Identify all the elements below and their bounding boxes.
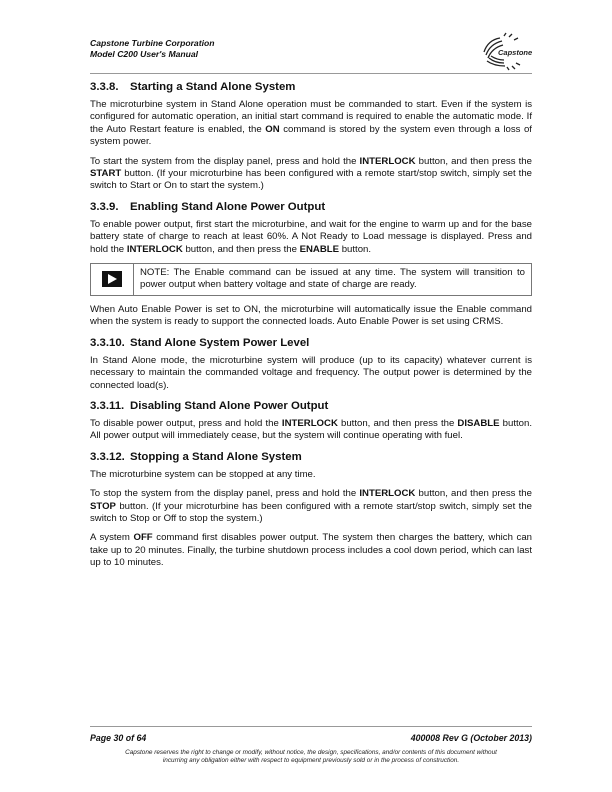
section-heading: 3.3.12. Stopping a Stand Alone System (90, 450, 302, 463)
section-disabling (90, 399, 532, 443)
footer-rule (90, 726, 532, 727)
note-text: NOTE: The Enable command can be issued at any time. The system will transition to power output when battery voltage and state of charge are ready. (140, 267, 525, 291)
logo-text: Capstone (498, 48, 532, 57)
section-stopping (90, 450, 532, 570)
paragraph: The microturbine system in Stand Alone operation must be commanded to start. Even if the system is configured for automatic operation, an initial start command is required to enable the automatic mode. If the Auto Restart feature is enabled, the ON command is stored by the system even through a loss of system power. (90, 99, 532, 148)
paragraph: A system OFF command first disables power output. The system then charges the battery, which can take up to 20 minutes. Finally, the turbine shutdown process includes a cool down period, which can last up to 10 minutes. (90, 532, 532, 569)
section-heading: 3.3.11. Disabling Stand Alone Power Output (90, 399, 329, 412)
section-starting (90, 80, 532, 193)
section-heading: 3.3.10. Stand Alone System Power Level (90, 336, 310, 349)
header-rule (90, 73, 532, 74)
section-power-level (90, 336, 532, 392)
company-name: Capstone Turbine Corporation (90, 38, 215, 48)
disclaimer: Capstone reserves the right to change or modify, without notice, the design, specifications, and/or contents of this document without incurring any obligation either with respect to equipment previously sold or in the process of construction. (125, 749, 497, 764)
page-content (90, 80, 532, 577)
paragraph: To stop the system from the display panel, press and hold the INTERLOCK button, and then press the STOP button. (If your microturbine has been configured with a remote start/stop switch, simply set the switch to Stop or Off to stop the system.) (90, 488, 532, 524)
paragraph: To disable power output, press and hold the INTERLOCK button, and then press the DISABLE button. All power output will immediately cease, but the system will continue operating with fuel. (90, 417, 532, 442)
note-arrow-icon (91, 264, 134, 295)
paragraph: To enable power output, first start the microturbine, and wait for the engine to warm up and for the base battery state of charge to reach at least 60%. A Not Ready to Load message is displayed. Press and hold the INTERLOCK button, and then press the ENABLE button. (90, 218, 532, 255)
paragraph: To start the system from the display panel, press and hold the INTERLOCK button, and then press the START button. (If your microturbine has been configured with a remote start/stop switch, simply set the switch to Start or On to start the system.) (90, 155, 532, 192)
paragraph: In Stand Alone mode, the microturbine system will produce (up to its capacity) whatever current is necessary to maintain the commanded voltage and frequency. The output power is determined by the connected load(s). (90, 354, 532, 391)
paragraph: The microturbine system can be stopped at any time. (90, 468, 316, 480)
paragraph: When Auto Enable Power is set to ON, the microturbine will automatically issue the Enable command when the system is ready to support the connected loads. Auto Enable Power is set using CRMS. (90, 303, 532, 328)
section-heading: 3.3.8. Starting a Stand Alone System (90, 81, 296, 93)
page-footer (90, 733, 532, 765)
document-revision: 400008 Rev G (October 2013) (410, 733, 532, 743)
manual-name: Model C200 User's Manual (90, 49, 199, 59)
section-heading: 3.3.9. Enabling Stand Alone Power Output (90, 200, 326, 213)
capstone-logo-icon (478, 32, 532, 72)
section-enabling (90, 200, 532, 329)
page-number: Page 30 of 64 (90, 733, 147, 743)
note-box (90, 263, 532, 296)
page-header (90, 38, 532, 72)
